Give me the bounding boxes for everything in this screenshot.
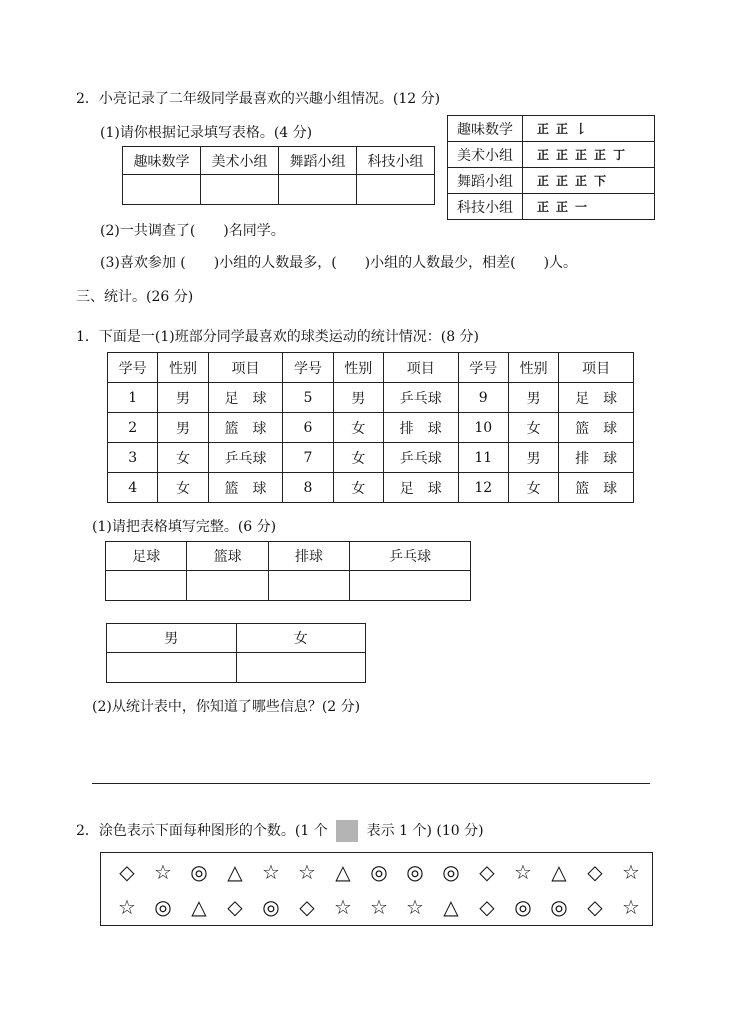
- q2-heading: 2．小亮记录了二年级同学最喜欢的兴趣小组情况。(12 分): [76, 91, 441, 107]
- tally-marks: 正 正 正 下: [523, 168, 655, 194]
- q3-1-heading: 1．下面是一(1)班部分同学最喜欢的球类运动的统计情况：(8 分): [76, 329, 480, 345]
- cell: 6: [283, 413, 333, 443]
- cell: 12: [458, 473, 508, 503]
- cell: 9: [458, 383, 508, 413]
- answer-cell[interactable]: [107, 653, 237, 683]
- tally-table: [447, 115, 655, 220]
- cell: 足 球: [383, 473, 458, 503]
- blank-group-header: 趣味数学: [123, 147, 201, 175]
- tally-group-label: 科技小组: [448, 194, 523, 220]
- cell: 男: [508, 443, 558, 473]
- cell: 女: [333, 473, 383, 503]
- q2-sub2: (2)一共调查了( )名同学。: [100, 223, 285, 239]
- diamond-icon: ◇: [479, 860, 495, 884]
- answer-cell[interactable]: [123, 175, 201, 205]
- cell: 8: [283, 473, 333, 503]
- double-circle-icon: ◎: [190, 860, 208, 884]
- cell: 篮 球: [208, 473, 283, 503]
- star-icon: ☆: [334, 895, 352, 919]
- answer-cell[interactable]: [357, 175, 435, 205]
- cell: 乒乓球: [383, 383, 458, 413]
- cell: 男: [333, 383, 383, 413]
- tally-marks: 正 正 一: [523, 194, 655, 220]
- cell: 男: [158, 383, 208, 413]
- double-circle-icon: ◎: [514, 895, 532, 919]
- star-icon: ☆: [298, 860, 316, 884]
- double-circle-icon: ◎: [550, 895, 568, 919]
- answer-cell[interactable]: [350, 571, 471, 601]
- cell: 女: [508, 473, 558, 503]
- q3-2-heading-prefix: 2．涂色表示下面每种图形的个数。(1 个: [76, 823, 328, 839]
- star-icon: ☆: [622, 860, 640, 884]
- cell: 男: [158, 413, 208, 443]
- table-header: 性别: [158, 353, 208, 383]
- answer-cell[interactable]: [106, 571, 187, 601]
- table-row: [108, 383, 634, 413]
- table-row: [108, 443, 634, 473]
- table-header: 项目: [383, 353, 458, 383]
- cell: 篮 球: [559, 413, 634, 443]
- answer-line[interactable]: [92, 783, 650, 784]
- star-icon: ☆: [406, 895, 424, 919]
- cell: 3: [108, 443, 158, 473]
- answer-cell[interactable]: [236, 653, 366, 683]
- gray-square-icon: [336, 820, 358, 842]
- q3-1-sub1: (1)请把表格填写完整。(6 分): [92, 519, 277, 535]
- cell: 足 球: [208, 383, 283, 413]
- answer-cell[interactable]: [201, 175, 279, 205]
- tally-marks: 正 正 𠄌: [523, 116, 655, 142]
- star-icon: ☆: [514, 860, 532, 884]
- triangle-icon: △: [335, 860, 351, 884]
- shape-row-1: [109, 861, 649, 883]
- ball-sports-table: [107, 352, 634, 503]
- sport-count-table: [105, 541, 471, 601]
- table-header: 性别: [508, 353, 558, 383]
- double-circle-icon: ◎: [442, 860, 460, 884]
- gender-header: 男: [107, 624, 237, 653]
- diamond-icon: ◇: [479, 895, 495, 919]
- diamond-icon: ◇: [119, 860, 135, 884]
- table-header: 学号: [108, 353, 158, 383]
- cell: 7: [283, 443, 333, 473]
- double-circle-icon: ◎: [370, 860, 388, 884]
- star-icon: ☆: [154, 860, 172, 884]
- answer-cell[interactable]: [268, 571, 349, 601]
- star-icon: ☆: [370, 895, 388, 919]
- diamond-icon: ◇: [227, 895, 243, 919]
- q3-2-heading: [76, 820, 484, 842]
- cell: 女: [158, 443, 208, 473]
- triangle-icon: △: [551, 860, 567, 884]
- blank-group-table: [122, 146, 435, 205]
- cell: 11: [458, 443, 508, 473]
- cell: 2: [108, 413, 158, 443]
- sport-header: 乒乓球: [350, 542, 471, 571]
- answer-cell[interactable]: [187, 571, 268, 601]
- table-header: 学号: [458, 353, 508, 383]
- star-icon: ☆: [622, 895, 640, 919]
- triangle-icon: △: [443, 895, 459, 919]
- cell: 女: [333, 413, 383, 443]
- cell: 排 球: [383, 413, 458, 443]
- cell: 乒乓球: [208, 443, 283, 473]
- tally-group-label: 美术小组: [448, 142, 523, 168]
- shape-row-2: [109, 896, 649, 918]
- blank-group-header: 科技小组: [357, 147, 435, 175]
- triangle-icon: △: [227, 860, 243, 884]
- q2-sub1: (1)请你根据记录填写表格。(4 分): [100, 125, 313, 141]
- cell: 篮 球: [208, 413, 283, 443]
- cell: 排 球: [559, 443, 634, 473]
- sport-header: 排球: [268, 542, 349, 571]
- double-circle-icon: ◎: [262, 895, 280, 919]
- section3-heading: 三、统计。(26 分): [76, 289, 194, 305]
- q3-2-heading-suffix: 表示 1 个) (10 分): [366, 823, 484, 839]
- cell: 篮 球: [559, 473, 634, 503]
- table-row: [108, 413, 634, 443]
- double-circle-icon: ◎: [154, 895, 172, 919]
- tally-group-label: 趣味数学: [448, 116, 523, 142]
- cell: 男: [508, 383, 558, 413]
- star-icon: ☆: [262, 860, 280, 884]
- shapes-box: [100, 852, 653, 926]
- answer-cell[interactable]: [279, 175, 357, 205]
- blank-group-header: 舞蹈小组: [279, 147, 357, 175]
- table-header: 性别: [333, 353, 383, 383]
- q2-sub3: (3)喜欢参加 ( )小组的人数最多，( )小组的人数最少，相差( )人。: [100, 255, 578, 271]
- sport-header: 足球: [106, 542, 187, 571]
- table-header: 项目: [208, 353, 283, 383]
- star-icon: ☆: [118, 895, 136, 919]
- table-row: [108, 473, 634, 503]
- cell: 乒乓球: [383, 443, 458, 473]
- cell: 5: [283, 383, 333, 413]
- sport-header: 篮球: [187, 542, 268, 571]
- table-header: 项目: [559, 353, 634, 383]
- triangle-icon: △: [191, 895, 207, 919]
- diamond-icon: ◇: [299, 895, 315, 919]
- cell: 女: [158, 473, 208, 503]
- q3-1-sub2: (2)从统计表中，你知道了哪些信息？(2 分): [92, 699, 361, 715]
- cell: 1: [108, 383, 158, 413]
- cell: 女: [508, 413, 558, 443]
- cell: 4: [108, 473, 158, 503]
- cell: 女: [333, 443, 383, 473]
- diamond-icon: ◇: [587, 860, 603, 884]
- cell: 10: [458, 413, 508, 443]
- diamond-icon: ◇: [587, 895, 603, 919]
- tally-marks: 正 正 正 正 丁: [523, 142, 655, 168]
- cell: 足 球: [559, 383, 634, 413]
- gender-header: 女: [236, 624, 366, 653]
- blank-group-header: 美术小组: [201, 147, 279, 175]
- gender-count-table: [106, 623, 366, 683]
- double-circle-icon: ◎: [406, 860, 424, 884]
- table-header: 学号: [283, 353, 333, 383]
- tally-group-label: 舞蹈小组: [448, 168, 523, 194]
